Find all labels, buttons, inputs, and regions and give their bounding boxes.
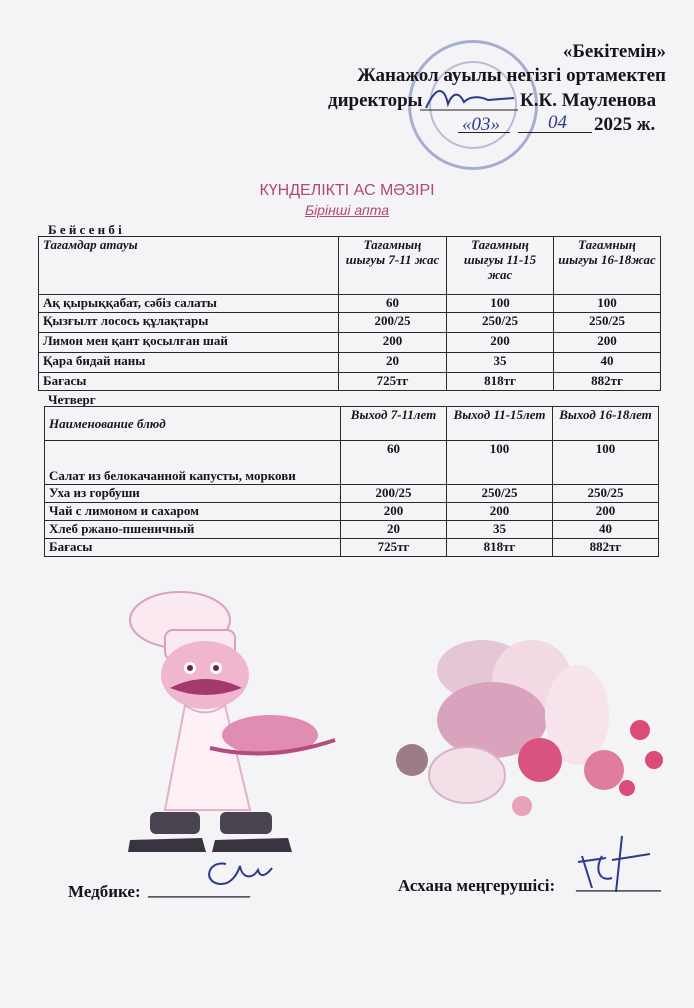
dish-name: Хлеб ржано-пшеничный: [45, 521, 341, 539]
price-row: [39, 373, 661, 391]
dish-name: Лимон мен қант қосылған шай: [39, 333, 339, 353]
price-11-15: 818тг: [447, 373, 554, 391]
price-label: Бағасы: [39, 373, 339, 391]
director-signature: [418, 82, 518, 116]
header-age-7-11: Выход 7-11лет: [341, 407, 447, 441]
portion-7-11: 20: [341, 521, 447, 539]
portion-16-18: 250/25: [554, 313, 661, 333]
header-age-11-15: Тағамның шығуы 11-15 жас: [447, 237, 554, 295]
director-label: директоры: [328, 90, 423, 111]
portion-16-18: 40: [553, 521, 659, 539]
table-row: [39, 295, 661, 313]
nurse-signature: [196, 852, 276, 892]
portion-16-18: 250/25: [553, 485, 659, 503]
nurse-signature-line: ____________: [148, 880, 250, 899]
header-age-11-15: Выход 11-15лет: [447, 407, 553, 441]
dish-name: Қара бидай наны: [39, 353, 339, 373]
approval-label: «Бекітемін»: [562, 41, 666, 62]
portion-16-18: 100: [554, 295, 661, 313]
date-day: «03»: [462, 114, 500, 135]
price-7-11: 725тг: [339, 373, 447, 391]
portion-11-15: 250/25: [447, 485, 553, 503]
table-row: [45, 503, 659, 521]
header-age-7-11: Тағамның шығуы 7-11 жас: [339, 237, 447, 295]
portion-7-11: 60: [339, 295, 447, 313]
director-name: К.К. Мауленова: [520, 90, 657, 111]
canteen-signature-line: __________: [576, 874, 661, 893]
date-month: 04: [548, 112, 567, 133]
nurse-label: Медбике:: [68, 882, 141, 901]
price-label: Бағасы: [45, 539, 341, 557]
date-day-line: [458, 132, 510, 133]
portion-16-18: 40: [554, 353, 661, 373]
dish-name: Ақ қырыққабат, сәбіз салаты: [39, 295, 339, 313]
portion-11-15: 35: [447, 353, 554, 373]
portion-11-15: 100: [447, 441, 553, 485]
table-row: [45, 485, 659, 503]
portion-7-11: 60: [341, 441, 447, 485]
portion-11-15: 35: [447, 521, 553, 539]
price-7-11: 725тг: [341, 539, 447, 557]
portion-11-15: 250/25: [447, 313, 554, 333]
menu-table-ru: [44, 406, 659, 557]
date-year: 2025 ж.: [594, 114, 656, 135]
price-16-18: 882тг: [554, 373, 661, 391]
dish-name: Салат из белокачанной капусты, моркови: [45, 441, 341, 485]
portion-7-11: 200: [339, 333, 447, 353]
portion-7-11: 200/25: [341, 485, 447, 503]
table-row: [39, 313, 661, 333]
day-label-thursday-kz: Б е й с е н б і: [48, 222, 122, 237]
price-row: [45, 539, 659, 557]
table-row: [45, 441, 659, 485]
chef-illustration: [110, 590, 350, 860]
portion-7-11: 200/25: [339, 313, 447, 333]
portion-7-11: 20: [339, 353, 447, 373]
dish-name: Уха из горбуши: [45, 485, 341, 503]
page-title: КҮНДЕЛІКТІ АС МӘЗІРІ: [259, 182, 435, 199]
header-dish-name: Тағамдар атауы: [39, 237, 339, 295]
canteen-manager-signature: [572, 826, 652, 896]
portion-11-15: 200: [447, 503, 553, 521]
food-illustration: [392, 610, 672, 840]
portion-16-18: 100: [553, 441, 659, 485]
table-row: [39, 353, 661, 373]
header-age-16-18: Выход 16-18лет: [553, 407, 659, 441]
header-age-16-18: Тағамның шығуы 16-18жас: [554, 237, 661, 295]
canteen-manager-label: Асхана меңгерушісі:: [398, 876, 556, 895]
table-header-row: [39, 237, 661, 295]
page-subtitle: Бірінші апта: [304, 202, 390, 218]
dish-name: Қызғылт лосось құлақтары: [39, 313, 339, 333]
price-16-18: 882тг: [553, 539, 659, 557]
portion-16-18: 200: [554, 333, 661, 353]
table-row: [45, 521, 659, 539]
header-dish-name: Наименование блюд: [45, 407, 341, 441]
date-month-line: [518, 132, 592, 133]
dish-name: Чай с лимоном и сахаром: [45, 503, 341, 521]
menu-table-kz: [38, 236, 661, 391]
table-header-row: [45, 407, 659, 441]
portion-11-15: 200: [447, 333, 554, 353]
table-row: [39, 333, 661, 353]
school-name: Жанажол ауылы негізгі ортамектеп: [357, 65, 666, 86]
portion-7-11: 200: [341, 503, 447, 521]
day-label-thursday-ru: Четверг: [48, 392, 96, 407]
portion-16-18: 200: [553, 503, 659, 521]
portion-11-15: 100: [447, 295, 554, 313]
price-11-15: 818тг: [447, 539, 553, 557]
